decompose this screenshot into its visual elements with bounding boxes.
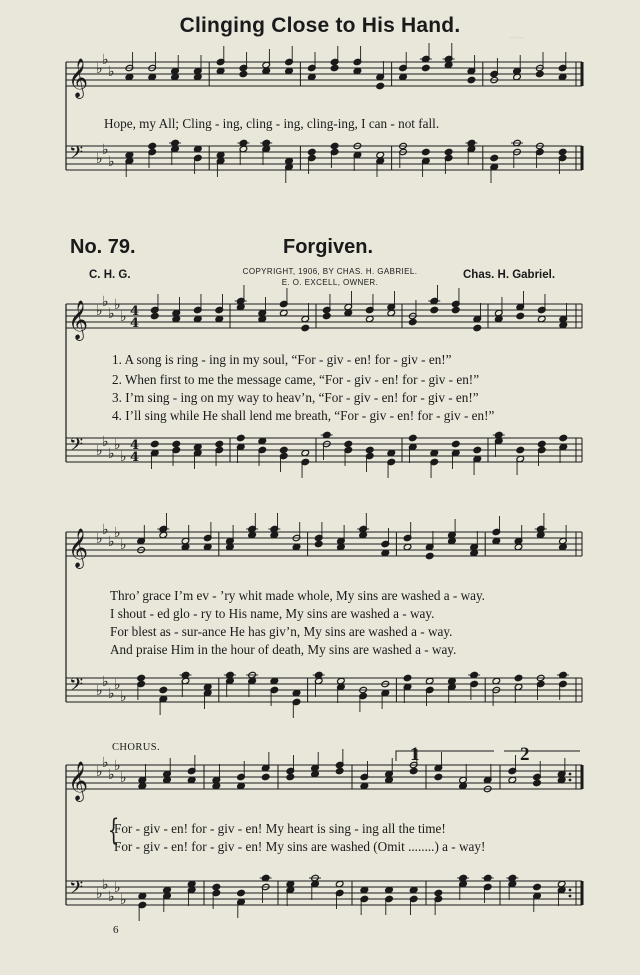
repeat-dot <box>569 895 572 898</box>
note-head <box>330 64 339 71</box>
time-signature-bottom: 4 <box>130 450 140 465</box>
flat-sign-icon: ♭ <box>102 755 109 771</box>
note-head <box>261 773 270 780</box>
note-head <box>422 148 431 155</box>
flat-sign-icon: ♭ <box>102 142 109 158</box>
verse-line: 3. I’m sing - ing on my way to heav’n, “For - giv - en! for - giv - en!” <box>112 390 479 405</box>
note-head <box>559 434 568 441</box>
note-head <box>434 889 443 896</box>
page-number: 6 <box>113 924 119 936</box>
bass-clef-icon: 𝄢 <box>69 435 84 460</box>
flat-sign-icon: ♭ <box>102 52 109 68</box>
repeat-dot <box>569 773 572 776</box>
flat-sign-icon: ♭ <box>102 294 109 310</box>
flat-sign-icon: ♭ <box>120 449 127 465</box>
treble-clef-icon: 𝄞 <box>68 300 89 340</box>
repeat-dot <box>569 779 572 782</box>
note-head <box>514 674 523 681</box>
first-ending-number: 1 <box>410 744 420 765</box>
verse-system-2 <box>64 522 590 726</box>
treble-clef-icon: 𝄞 <box>68 761 89 801</box>
note-head <box>516 312 525 319</box>
chorus-system <box>64 757 590 917</box>
note-head <box>533 883 542 890</box>
treble-clef-icon: 𝄞 <box>68 528 89 568</box>
flat-sign-icon: ♭ <box>120 689 127 705</box>
note-head <box>444 148 453 155</box>
note-head <box>558 148 567 155</box>
note-head <box>308 148 317 155</box>
treble-clef-icon: 𝄞 <box>68 58 89 98</box>
note-head <box>430 306 439 313</box>
note-head <box>537 440 546 447</box>
flat-sign-icon: ♭ <box>108 306 115 322</box>
time-signature-top: 4 <box>130 438 140 453</box>
flat-sign-icon: ♭ <box>114 525 121 541</box>
flat-sign-icon: ♭ <box>108 446 115 462</box>
copyright-owner: E. O. EXCELL, OWNER. <box>281 278 379 287</box>
note-head <box>365 446 374 453</box>
chorus-lyric-brace: { <box>107 813 120 848</box>
flat-sign-icon: ♭ <box>120 770 127 786</box>
flat-sign-icon: ♭ <box>102 674 109 690</box>
hymn-author: Chas. H. Gabriel. <box>463 269 556 281</box>
flat-sign-icon: ♭ <box>102 877 109 893</box>
note-head <box>301 324 310 331</box>
verse-line: 2. When first to me the message came, “For - giv - en! for - giv - en!” <box>112 372 480 387</box>
verse-line: Thro’ grace I’m ev - ’ry whit made whole, My sins are washed a - way. <box>110 588 485 603</box>
show-through-text: — <box>510 30 524 45</box>
hymn-title: Forgiven. <box>283 236 374 258</box>
note-head <box>330 142 339 149</box>
note-head <box>490 154 499 161</box>
previous-hymn-system <box>64 52 590 186</box>
bass-clef-icon: 𝄢 <box>69 878 84 903</box>
previous-hymn-lyric: Hope, my All; Cling - ing, cling - ing, cling-ing, I can - not fall. <box>104 116 440 131</box>
verse-line: And praise Him in the hour of death, My sins are washed a - way. <box>110 642 457 657</box>
composer-initials: C. H. G. <box>89 269 131 281</box>
note-head <box>451 306 460 313</box>
note-head <box>212 883 221 890</box>
note-head <box>236 434 245 441</box>
flat-sign-icon: ♭ <box>114 880 121 896</box>
note-head <box>516 446 525 453</box>
flat-sign-icon: ♭ <box>108 767 115 783</box>
second-ending-number: 2 <box>520 744 530 765</box>
note-head <box>322 312 331 319</box>
note-head <box>279 446 288 453</box>
flat-sign-icon: ♭ <box>96 683 103 699</box>
note-head <box>408 434 417 441</box>
note-head <box>473 324 482 331</box>
flat-sign-icon: ♭ <box>114 677 121 693</box>
note-head <box>239 70 248 77</box>
flat-sign-icon: ♭ <box>96 151 103 167</box>
copyright-line: COPYRIGHT, 1906, BY CHAS. H. GABRIEL. <box>242 267 418 276</box>
flat-sign-icon: ♭ <box>102 522 109 538</box>
note-head <box>335 767 344 774</box>
bass-clef-icon: 𝄢 <box>69 675 84 700</box>
verse-line: I shout - ed glo - ry to His name, My sins are washed a - way. <box>110 606 435 621</box>
note-head <box>344 440 353 447</box>
flat-sign-icon: ♭ <box>120 309 127 325</box>
note-head <box>286 773 295 780</box>
note-head <box>533 779 542 786</box>
note-head <box>408 318 417 325</box>
flat-sign-icon: ♭ <box>96 61 103 77</box>
note-head <box>237 889 246 896</box>
flat-sign-icon: ♭ <box>108 889 115 905</box>
hymn-number: No. 79. <box>70 236 136 258</box>
flat-sign-icon: ♭ <box>96 303 103 319</box>
time-signature-top: 4 <box>130 304 140 319</box>
flat-sign-icon: ♭ <box>120 537 127 553</box>
note-head <box>536 70 545 77</box>
bass-clef-icon: 𝄢 <box>69 143 84 168</box>
flat-sign-icon: ♭ <box>120 892 127 908</box>
note-head <box>451 440 460 447</box>
note-head <box>422 64 431 71</box>
flat-sign-icon: ♭ <box>114 437 121 453</box>
flat-sign-icon: ♭ <box>108 686 115 702</box>
flat-sign-icon: ♭ <box>96 764 103 780</box>
repeat-dot <box>569 889 572 892</box>
note-head <box>148 142 157 149</box>
note-head <box>409 767 418 774</box>
flat-sign-icon: ♭ <box>114 297 121 313</box>
chorus-line: For - giv - en! for - giv - en! My sins are washed (Omit ........) a - way! <box>114 839 486 854</box>
verse-line: 1. A song is ring - ing in my soul, “For - giv - en! for - giv - en!” <box>112 352 452 367</box>
flat-sign-icon: ♭ <box>114 758 121 774</box>
verse-line: For blest as - sur-ance He has giv’n, My sins are washed a - way. <box>110 624 453 639</box>
note-head <box>403 674 412 681</box>
flat-sign-icon: ♭ <box>96 443 103 459</box>
note-head <box>314 540 323 547</box>
flat-sign-icon: ♭ <box>96 886 103 902</box>
note-head <box>425 552 434 559</box>
flat-sign-icon: ♭ <box>96 531 103 547</box>
note-head <box>137 674 146 681</box>
time-signature-bottom: 4 <box>130 316 140 331</box>
note-head <box>473 446 482 453</box>
note-head <box>376 82 385 89</box>
flat-sign-icon: ♭ <box>108 64 115 80</box>
note-head <box>467 76 476 83</box>
flat-sign-icon: ♭ <box>108 154 115 170</box>
verse-line: 4. I’ll sing while He shall lend me breath, “For - giv - en! for - giv - en!” <box>112 408 495 423</box>
chorus-staff <box>64 757 590 917</box>
flat-sign-icon: ♭ <box>102 434 109 450</box>
flat-sign-icon: ♭ <box>108 534 115 550</box>
verse-system-1 <box>64 292 590 507</box>
previous-hymn-title: Clinging Close to His Hand. <box>179 14 461 37</box>
note-head <box>150 440 159 447</box>
note-head <box>159 686 168 693</box>
chorus-line: For - giv - en! for - giv - en! My heart is sing - ing all the time! <box>114 821 446 836</box>
note-head <box>172 440 181 447</box>
chorus-label: CHORUS. <box>112 742 161 753</box>
note-head <box>150 312 159 319</box>
note-head <box>215 440 224 447</box>
note-head <box>434 773 443 780</box>
